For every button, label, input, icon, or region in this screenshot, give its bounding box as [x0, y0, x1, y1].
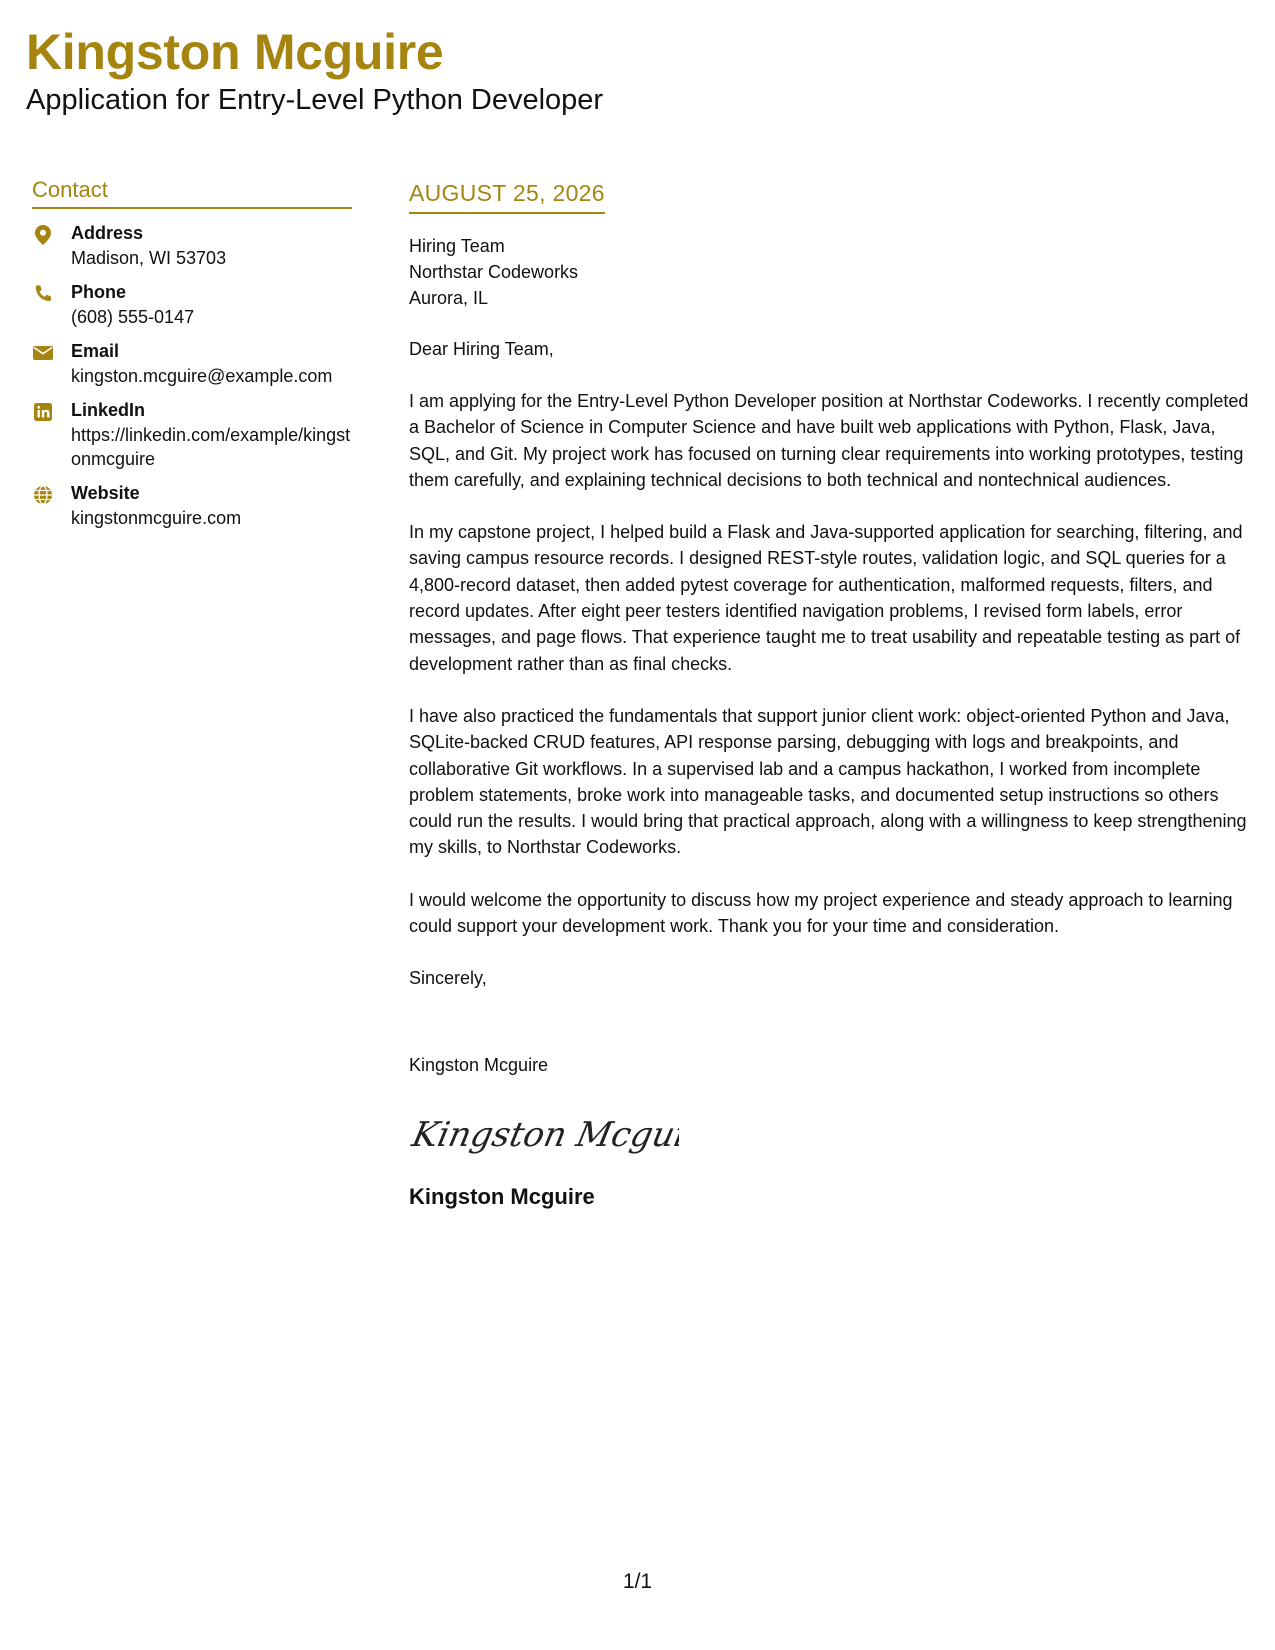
contact-item-website [32, 481, 352, 530]
phone-label: Phone [71, 282, 127, 302]
letter-body [409, 178, 1249, 1212]
website-value[interactable]: kingstonmcguire.com [71, 508, 242, 528]
recipient-line: Aurora, IL [409, 288, 489, 308]
recipient-block [409, 233, 1249, 311]
phone-icon [32, 283, 54, 305]
email-value: kingston.mcguire@example.com [71, 366, 333, 386]
email-label: Email [71, 341, 120, 361]
body-paragraph: In my capstone project, I helped build a Flask and Java-supported application for searching, filtering, and saving campus resource records. I designed REST-style routes, validation logic, and SQL queries for a 4,800-record dataset, then added pytest coverage for authentication, malformed requests, filters, and record updates. After eight peer testers identified navigation problems, I revised form labels, error messages, and page flows. That experience taught me to treat usability and repeatable testing as part of development rather than as final checks. [409, 522, 1243, 674]
contact-item-address [32, 221, 352, 270]
recipient-line: Northstar Codeworks [409, 262, 579, 282]
body-paragraph: I have also practiced the fundamentals that support junior client work: object-oriented Python and Java, SQLite-backed CRUD features, API response parsing, debugging with logs and breakpoints, and collaborative Git workflows. In a supervised lab and a campus hackathon, I worked from incomplete problem statements, broke work into manageable tasks, and documented setup instructions so others could run the results. I would bring that practical approach, along with a willingness to keep strengthening my skills, to Northstar Codeworks. [409, 705, 1247, 858]
linkedin-icon [32, 401, 54, 423]
handwritten-signature [409, 1106, 1249, 1162]
page-number: 1/1 [622, 1570, 653, 1593]
signature-name: Kingston Mcguire [409, 1184, 595, 1210]
recipient-line: Hiring Team [409, 236, 505, 256]
linkedin-value[interactable]: https://linkedin.com/example/kingstonmcguire [71, 425, 351, 469]
body-paragraph: I am applying for the Entry-Level Python Developer position at Northstar Codeworks. I recently completed a Bachelor of Science in Computer Science and have built web applications with Python, Flask, Java, SQL, and Git. My project work has focused on turning clear requirements into working prototypes, testing them carefully, and explaining technical decisions to both technical and nontechnical audiences. [409, 391, 1249, 490]
contact-sidebar [32, 175, 352, 530]
applicant-name: Kingston Mcguire [26, 24, 444, 80]
typed-name: Kingston Mcguire [409, 1055, 549, 1076]
contact-item-phone [32, 280, 352, 329]
address-value: Madison, WI 53703 [71, 248, 227, 268]
location-pin-icon [32, 224, 54, 246]
linkedin-label: LinkedIn [71, 400, 146, 420]
contact-heading: Contact [32, 175, 352, 209]
date-block [409, 178, 605, 214]
address-label: Address [71, 223, 144, 243]
signature-text: Kingston Mcguir [409, 1115, 679, 1156]
salutation: Dear Hiring Team, [409, 339, 554, 359]
envelope-icon [32, 342, 54, 364]
letter-date: AUGUST 25, 2026 [409, 180, 605, 206]
application-subtitle: Application for Entry-Level Python Developer [26, 84, 604, 116]
contact-item-email [32, 339, 352, 388]
contact-item-linkedin [32, 398, 352, 471]
closing: Sincerely, [409, 968, 487, 989]
body-paragraph: I would welcome the opportunity to discuss how my project experience and steady approach to learning could support your development work. Thank you for your time and consideration. [409, 889, 1233, 937]
globe-icon [32, 484, 54, 506]
website-label: Website [71, 483, 140, 503]
phone-value: (608) 555-0147 [71, 307, 195, 327]
